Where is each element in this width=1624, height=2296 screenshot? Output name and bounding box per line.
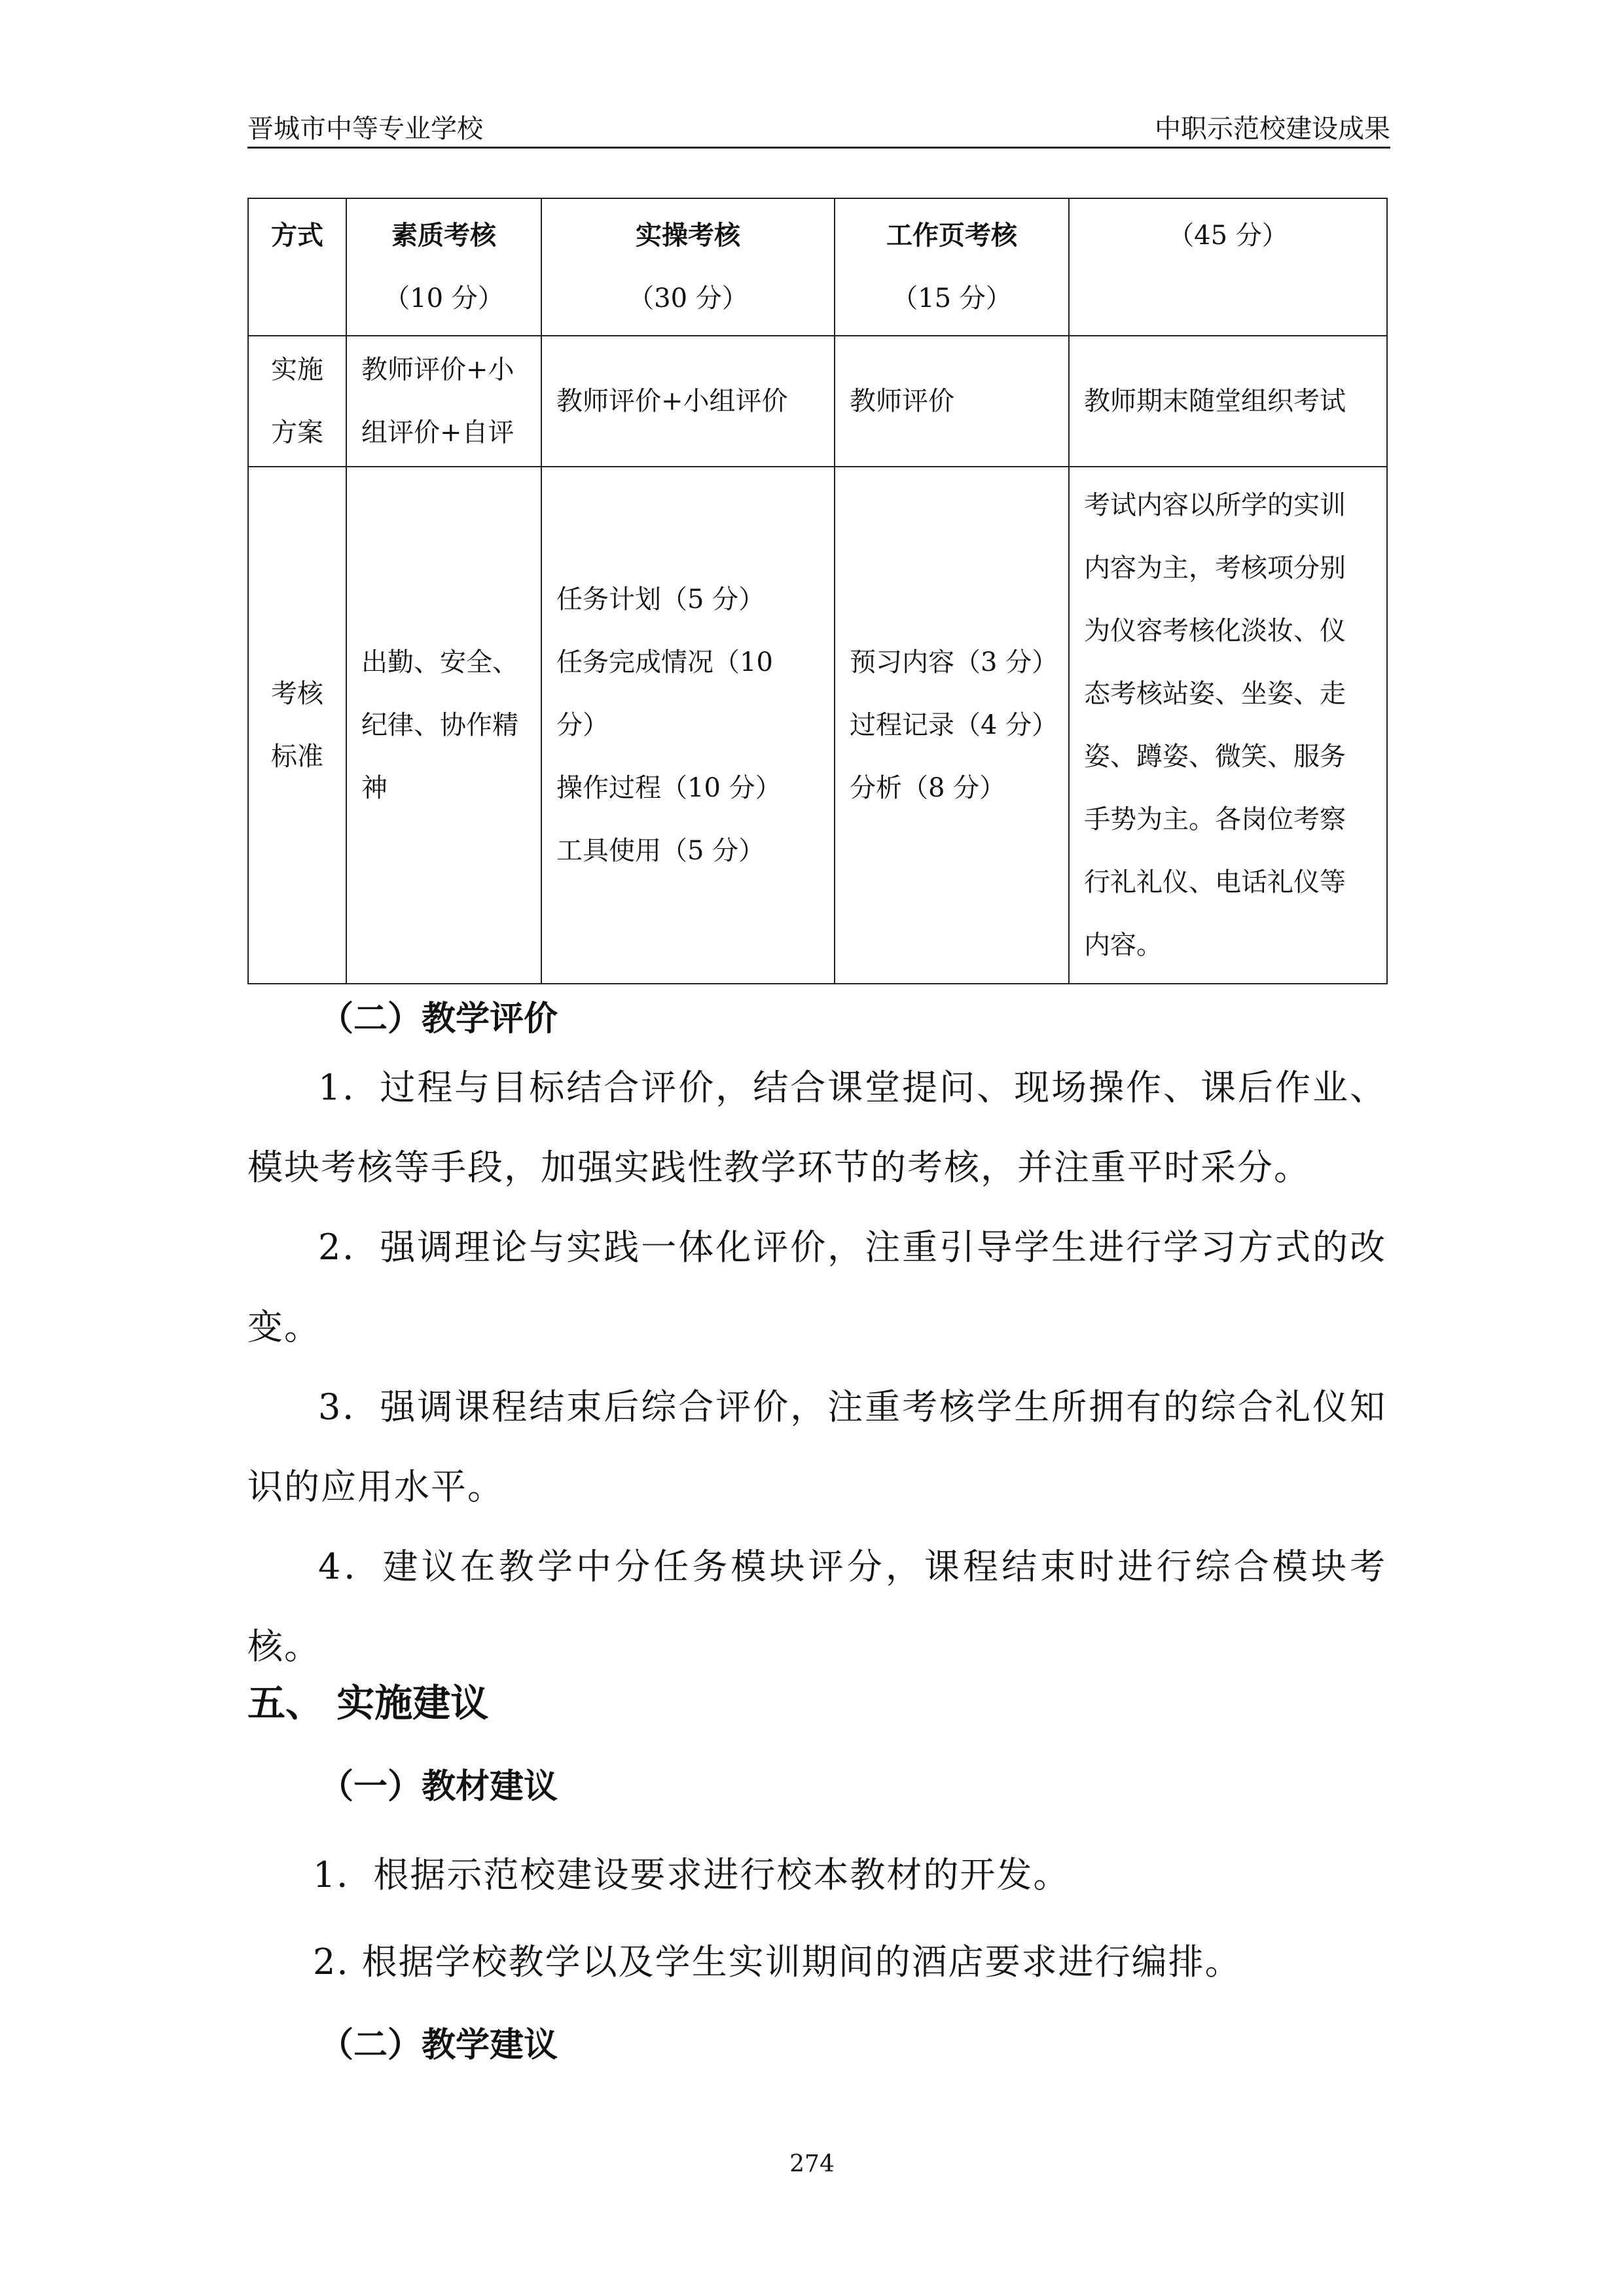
cell-line: 操作过程（10 分） (556, 773, 782, 803)
cell-line: 纪律、协作精 (361, 710, 518, 740)
table-row (248, 336, 1387, 467)
page-number: 274 (789, 2151, 835, 2178)
list-item: 2. 根据学校教学以及学生实训期间的酒店要求进行编排。 (313, 1941, 1242, 1982)
table-cell: 教师期末随堂组织考试 (1069, 336, 1387, 467)
table-header-exam (1069, 198, 1387, 336)
table-row (248, 198, 1387, 336)
cell-line: 态考核站姿、坐姿、走 (1084, 679, 1346, 709)
cell-line: 分析（8 分） (850, 773, 1006, 803)
list-item: 1．根据示范校建设要求进行校本教材的开发。 (313, 1854, 1070, 1895)
cell-line: 教师评价+小 (361, 355, 514, 385)
cell-line: 任务完成情况（10 (556, 647, 773, 677)
header-cell-score: （30 分） (628, 283, 748, 314)
header-school-name: 晋城市中等专业学校 (247, 114, 483, 144)
cell-line: 为仪容考核化淡妆、仪 (1084, 616, 1346, 646)
cell-line: 内容为主，考核项分别 (1084, 553, 1346, 583)
table-cell (835, 467, 1069, 984)
cell-line: 工具使用（5 分） (556, 836, 765, 866)
cell-line: 实施 (271, 355, 323, 385)
cell-line: 方案 (271, 418, 323, 448)
table-cell (346, 336, 541, 467)
table-cell (541, 467, 835, 984)
cell-line: 出勤、安全、 (361, 647, 518, 677)
table-cell: 教师评价+小组评价 (541, 336, 835, 467)
table-header-practical (541, 198, 835, 336)
table-header-workbook (835, 198, 1069, 336)
header-doc-title: 中职示范校建设成果 (1155, 114, 1390, 144)
page-header (247, 111, 1390, 149)
cell-line: 预习内容（3 分） (850, 647, 1058, 677)
table-header-method (248, 198, 346, 336)
assessment-table (247, 198, 1388, 984)
table-header-quality (346, 198, 541, 336)
table-row (248, 467, 1387, 984)
subheading-teaching-evaluation: （二）教学评价 (319, 999, 558, 1039)
section-heading: 五、 实施建议 (247, 1681, 489, 1725)
paragraph: 3．强调课程结束后综合评价，注重考核学生所拥有的综合礼仪知识的应用水平。 (247, 1386, 1386, 1507)
cell-line: 任务计划（5 分） (556, 584, 765, 615)
table-cell-standard-label (248, 467, 346, 984)
table-cell (1069, 467, 1387, 984)
table-cell-plan-label (248, 336, 346, 467)
cell-line: 姿、蹲姿、微笑、服务 (1084, 742, 1346, 772)
header-cell-title: 素质考核 (391, 221, 496, 251)
paragraph: 4．建议在教学中分任务模块评分，课程结束时进行综合模块考核。 (247, 1546, 1386, 1667)
cell-line: 过程记录（4 分） (850, 710, 1058, 740)
cell-line: 手势为主。各岗位考察 (1084, 804, 1346, 834)
header-cell-text: 方式 (271, 221, 323, 251)
header-cell-score: （15 分） (892, 283, 1012, 314)
paragraph: 1．过程与目标结合评价，结合课堂提问、现场操作、课后作业、模块考核等手段，加强实践性教学环节的考核，并注重平时采分。 (247, 1067, 1386, 1188)
subheading-textbook: （一）教材建议 (319, 1767, 558, 1806)
cell-line: 考核 (271, 679, 323, 709)
header-cell-title: 工作页考核 (886, 221, 1017, 251)
cell-line: 行礼礼仪、电话礼仪等 (1084, 867, 1346, 897)
cell-line: 神 (361, 773, 388, 803)
cell-line: 分） (556, 710, 609, 740)
subheading-teaching-suggestion: （二）教学建议 (319, 2026, 558, 2065)
table-cell (346, 467, 541, 984)
cell-line: 标准 (271, 742, 323, 772)
cell-line: 内容。 (1084, 930, 1163, 960)
cell-line: 组评价+自评 (361, 418, 514, 448)
header-cell-score: （10 分） (384, 283, 504, 314)
header-cell-title: 实操考核 (636, 221, 740, 251)
paragraph: 2．强调理论与实践一体化评价，注重引导学生进行学习方式的改变。 (247, 1227, 1386, 1348)
table-cell: 教师评价 (835, 336, 1069, 467)
header-cell-score: （45 分） (1168, 221, 1288, 251)
cell-line: 考试内容以所学的实训 (1084, 490, 1346, 520)
